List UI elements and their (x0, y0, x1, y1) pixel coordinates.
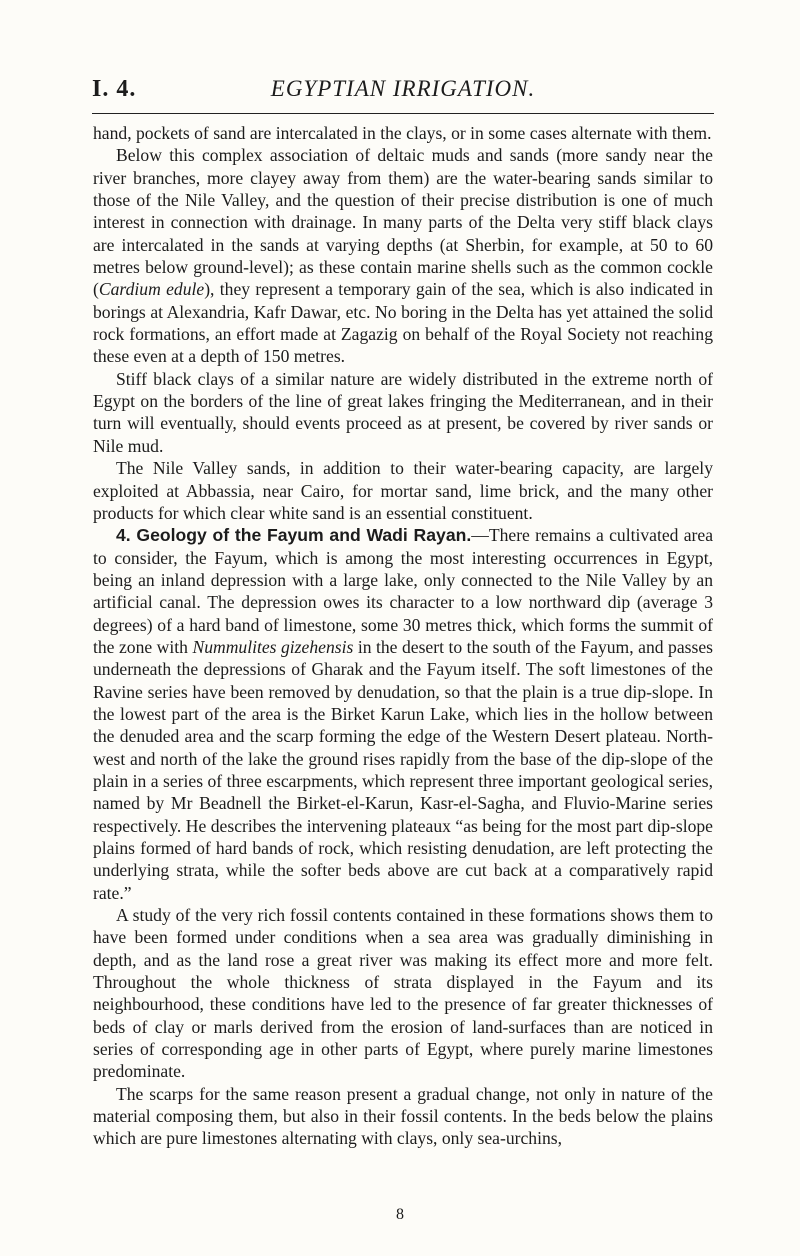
text-run: in the desert to the south of the Fayum, and passes underneath the depressions of Gharak and the Fayum itself. The soft limestones of the Ravine series have been removed by denudation, so that the plain is a true dip-slope. In the lowest part of the area is the Birket Karun Lake, which lies in the hollow between the denuded area and the scarp forming the edge of the Western Desert plateau. North-west and north of the lake the ground rises rapidly from the base of the dip-slope of the plain in a series of three escarpments, which represent three important geological series, named by Mr Beadnell the Birket-el-Karun, Kasr-el-Sagha, and Fluvio-Marine series respectively. He describes the intervening plateaux “as being for the most part dip-slope plains formed of hard bands of rock, which resisting denudation, are left protecting the underlying strata, while the softer beds above are cut back at a comparatively rapid rate.” (93, 636, 713, 903)
page-body (93, 122, 713, 1150)
paragraph-black-clays: Stiff black clays of a similar nature are widely distributed in the extreme north of Egypt on the borders of the line of great lakes fringing the Mediterranean, and in their turn will eventually, should events proceed as at present, be covered by river sands or Nile mud. (93, 368, 713, 456)
text-run: —There remains a cultivated area to consider, the Fayum, which is among the most interesting occurrences in Egypt, being an inland depression with a large lake, only connected to the Nile Valley by an artificial canal. The depression owes its character to a low northward dip (average 3 degrees) of a hard band of limestone, some 30 metres thick, which forms the summit of the zone with (93, 525, 713, 657)
paragraph-scarps: The scarps for the same reason present a gradual change, not only in nature of the material composing them, but also in their fossil contents. In the beds below the plains which are pure limestones alternating with clays, only sea-urchins, (93, 1083, 713, 1149)
text-run: Below this complex association of deltaic muds and sands (more sandy near the river branches, more clayey away from them) are the water-bearing sands similar to those of the Nile Valley, and the question of their precise distribution is one of much interest in connection with drainage. In many parts of the Delta very stiff black clays are intercalated in the sands at varying depths (at Sherbin, for example, at 50 to 60 metres below ground-level); as these contain marine shells such as the common cockle ( (93, 145, 713, 300)
paragraph-nile-valley-sands: The Nile Valley sands, in addition to their water-bearing capacity, are largely exploited at Abbassia, near Cairo, for mortar sand, lime brick, and the many other products for which clear white sand is an essential constituent. (93, 458, 713, 523)
paragraph-fossil-contents: A study of the very rich fossil contents contained in these formations shows them to have been formed under conditions when a sea area was gradually diminishing in depth, and as the land rose a great river was making its effect more and more felt. Throughout the whole thickness of strata displayed in the Fayum and its neighbourhood, these conditions have led to the presence of far greater thicknesses of beds of clay or marls derived from the erosion of land-surfaces than are noticed in series of corresponding age in other parts of Egypt, where purely marine limestones predominate. (93, 905, 713, 1082)
page-number: 8 (396, 1206, 404, 1223)
species-name: Nummulites gizehensis (192, 636, 354, 657)
running-header (92, 52, 714, 102)
paragraph-delta-sands (93, 144, 713, 367)
paragraph-continued: hand, pockets of sand are intercalated in the clays, or in some cases alternate with them. (93, 123, 712, 143)
species-name: Cardium edule (98, 279, 205, 300)
section-heading: 4. Geology of the Fayum and Wadi Rayan. (116, 525, 472, 546)
paragraph-fayum-geology (93, 524, 713, 904)
section-number: I. 4. (92, 76, 137, 102)
header-rule (92, 113, 714, 114)
text-run: ), they represent a temporary gain of the sea, which is also indicated in borings at Alexandria, Kafr Dawar, etc. No boring in the Delta has yet attained the solid rock formations, an effort made at Zagazig on behalf of the Royal Society not reaching these even at a depth of 150 metres. (93, 279, 713, 367)
running-title: EGYPTIAN IRRIGATION. (270, 76, 536, 101)
